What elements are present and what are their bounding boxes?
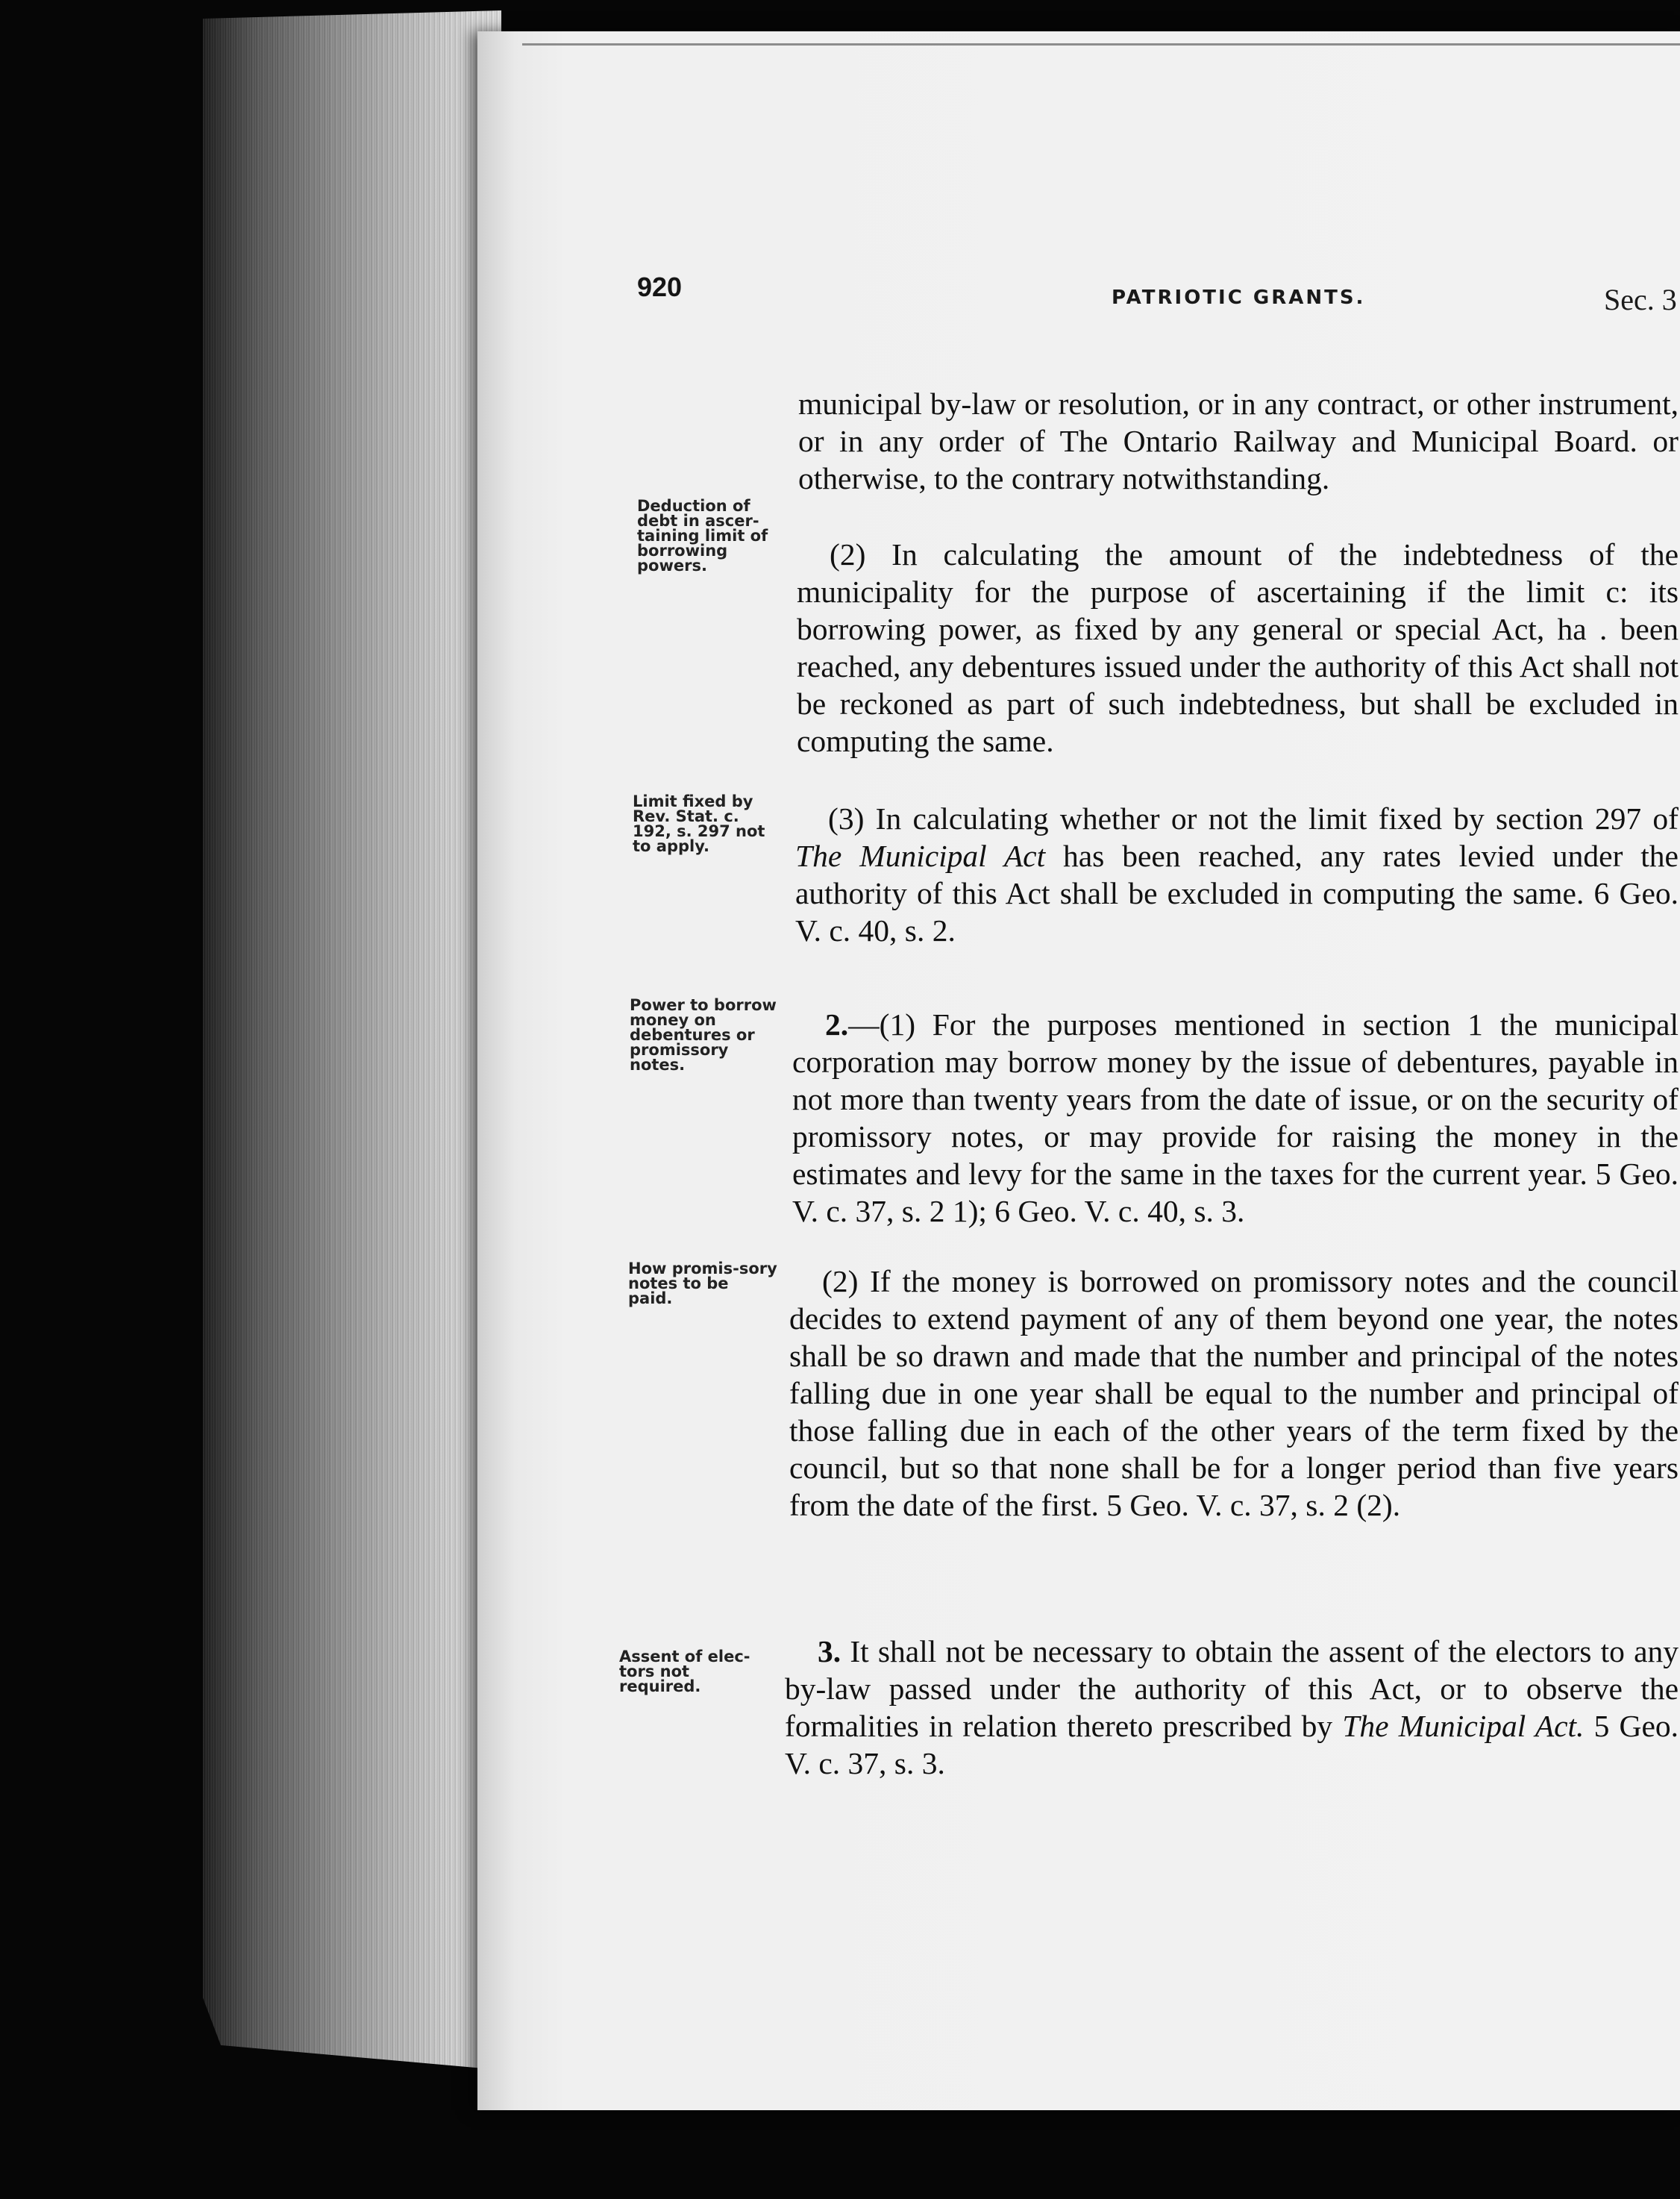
paragraph-text: municipal by-law or resolution, or in any contract, or other instrument, or in any order of The Ontario Railway and Municipal Board. or otherwise, to the contrary notwithstanding. <box>798 387 1679 495</box>
margin-note-deduction-of-debt: Deduction of debt in ascer-taining limit of borrowing powers. <box>637 497 768 575</box>
paragraph-section-3 <box>785 1633 1679 1782</box>
paragraph-text: (2) In calculating the amount of the indebtedness of the municipality for the purpose of ascertaining if the limit c: its borrowing power, as fixed by any general or special Act, ha . been reached, any debentures issued under the authority of this Act shall not be reckoned as part of such indebtedness, but shall be excluded in computing the same. <box>797 537 1679 758</box>
paragraph-text: has been reached, any rates levied under the authority of this Act shall be excluded in computing the same. 6 Geo. V. c. 40, s. 2. <box>795 839 1679 948</box>
page-number: 920 <box>637 272 683 302</box>
paragraph-text: It shall not be necessary to obtain the assent of the electors to any by-law passed under the authority of this Act, or to observe the formalities in relation thereto prescribed by <box>785 1634 1679 1743</box>
paragraph-subsection-3 <box>795 800 1679 949</box>
paragraph-section-2 <box>792 1006 1679 1230</box>
act-title: The Municipal Act <box>795 839 1046 873</box>
act-title: The Municipal Act. <box>1342 1709 1585 1743</box>
margin-note-promissory-notes: How promis-sory notes to be paid. <box>628 1260 777 1307</box>
margin-note-limit-fixed: Limit fixed by Rev. Stat. c. 192, s. 297 not to apply. <box>633 792 765 855</box>
paragraph-text: (2) If the money is borrowed on promissory notes and the council decides to extend payment of any of them beyond one year, the notes shall be so drawn and made that the number and principal of the notes falling due in one year shall be equal to the number and principal of those falling due in each of the other years of the term fixed by the council, but so that none shall be for a longer period than five years from the date of the first. 5 Geo. V. c. 37, s. 2 (2). <box>789 1264 1679 1522</box>
margin-note-power-to-borrow: Power to borrow money on debentures or promissory notes. <box>630 996 777 1074</box>
book-page-edges <box>203 10 501 2070</box>
margin-note-assent-of-electors: Assent of elec-tors not required. <box>619 1648 750 1695</box>
paragraph-text: 5 Geo. V. c. 37, s. 3. <box>785 1709 1679 1780</box>
paragraph-text: (3) In calculating whether or not the limit fixed by section 297 of <box>828 801 1679 836</box>
paragraph-text: —(1) For the purposes mentioned in section 1 the municipal corporation may borrow money by the issue of debentures, payable in not more than twenty years from the date of issue, or on the security of promissory notes, or may provide for raising the money in the estimates and levy for the same in the taxes for the current year. 5 Geo. V. c. 37, s. 2 1); 6 Geo. V. c. 40, s. 3. <box>792 1007 1679 1228</box>
running-title: PATRIOTIC GRANTS. <box>1112 287 1366 309</box>
paragraph-subsection-2 <box>797 536 1679 760</box>
paragraph-section-2-subsection-2 <box>789 1263 1679 1524</box>
section-number: 3. <box>818 1634 841 1668</box>
page-top-rule <box>522 43 1680 46</box>
section-reference: Sec. 3 <box>1604 283 1677 316</box>
section-number: 2. <box>825 1007 849 1042</box>
paragraph-continuation <box>798 385 1679 497</box>
document-page <box>477 31 1680 2110</box>
